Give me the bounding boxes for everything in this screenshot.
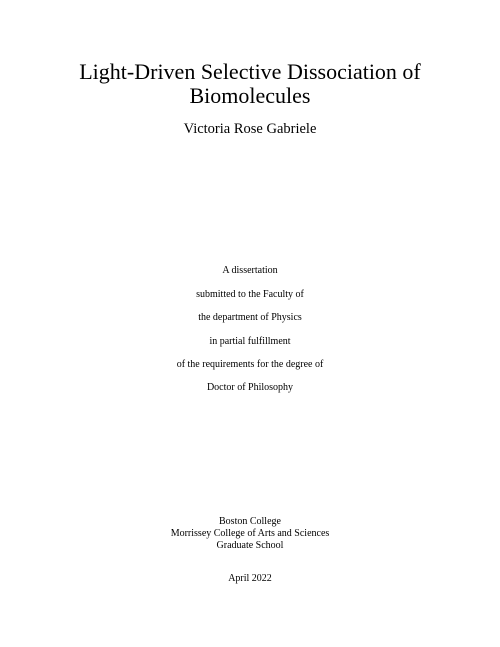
institution-line-1: Boston College [219,516,281,527]
institution-line-2: Morrissey College of Arts and Sciences [170,528,330,539]
statement-line-2: submitted to the Faculty of [196,289,304,300]
submission-date: April 2022 [228,573,272,584]
title-line-1: Light-Driven Selective Dissociation of [79,59,421,84]
author-name: Victoria Rose Gabriele [183,121,317,137]
institution-line-3: Graduate School [216,540,284,551]
statement-line-1: A dissertation [222,265,278,276]
statement-line-6: Doctor of Philosophy [206,382,294,393]
statement-line-3: the department of Physics [198,312,302,323]
statement-line-5: of the requirements for the degree of [176,359,324,370]
statement-line-4: in partial fulfillment [209,336,291,347]
title-line-2: Biomolecules [189,83,311,108]
